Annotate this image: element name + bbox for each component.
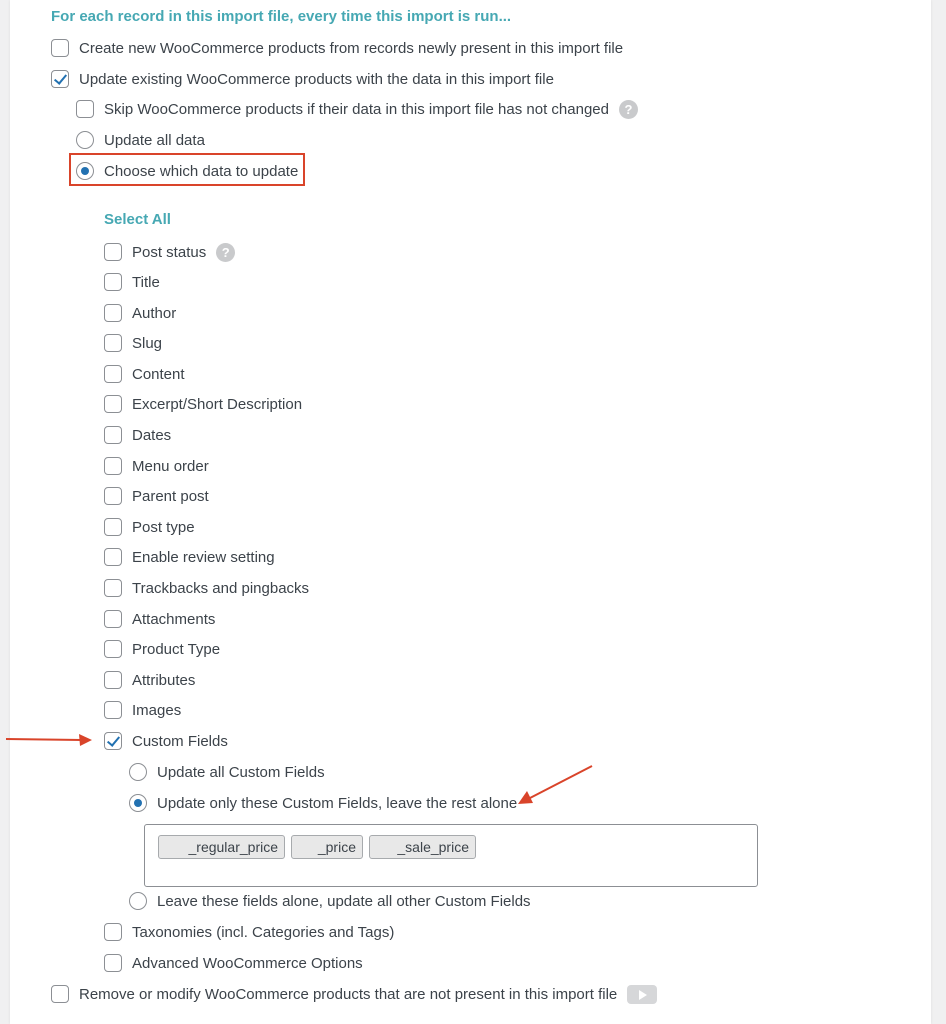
help-icon[interactable]: ? xyxy=(216,243,235,262)
field-custom-fields[interactable] xyxy=(104,731,228,751)
tag-price[interactable]: _price xyxy=(291,835,363,859)
cf-leave-alone-radio[interactable] xyxy=(129,892,147,910)
product-type-checkbox[interactable] xyxy=(104,640,122,658)
cf-leave-alone-label: Leave these fields alone, update all other Custom Fields xyxy=(157,892,531,910)
field-menu-order[interactable] xyxy=(104,456,209,476)
field-post-type[interactable] xyxy=(104,517,195,537)
field-advanced-options[interactable] xyxy=(104,953,363,973)
enable-review-checkbox[interactable] xyxy=(104,548,122,566)
field-slug[interactable] xyxy=(104,333,162,353)
update-existing-checkbox[interactable] xyxy=(51,70,69,88)
choose-data-radio[interactable] xyxy=(76,162,94,180)
cf-update-all[interactable] xyxy=(129,762,325,782)
taxonomies-checkbox[interactable] xyxy=(104,923,122,941)
field-dates[interactable] xyxy=(104,425,171,445)
option-update-all-data[interactable] xyxy=(76,130,205,150)
custom-fields-label: Custom Fields xyxy=(132,732,228,750)
tag-regular-price[interactable]: _regular_price xyxy=(158,835,285,859)
annotation-arrow-icon xyxy=(510,760,600,810)
skip-unchanged-label: Skip WooCommerce products if their data in this import file has not changed xyxy=(104,100,609,118)
title-checkbox[interactable] xyxy=(104,273,122,291)
field-trackbacks[interactable] xyxy=(104,578,309,598)
skip-unchanged-checkbox[interactable] xyxy=(76,100,94,118)
field-author[interactable] xyxy=(104,303,176,323)
advanced-options-checkbox[interactable] xyxy=(104,954,122,972)
dates-label: Dates xyxy=(132,426,172,444)
field-post-status[interactable] xyxy=(104,242,235,262)
trackbacks-label: Trackbacks and pingbacks xyxy=(132,579,310,597)
author-checkbox[interactable] xyxy=(104,304,122,322)
help-icon[interactable]: ? xyxy=(619,100,638,119)
product-type-label: Product Type xyxy=(132,640,221,658)
cf-update-all-label: Update all Custom Fields xyxy=(157,763,325,781)
content-checkbox[interactable] xyxy=(104,365,122,383)
field-attributes[interactable] xyxy=(104,670,195,690)
excerpt-label: Excerpt/Short Description xyxy=(132,395,303,413)
taxonomies-label: Taxonomies (incl. Categories and Tags) xyxy=(132,923,395,941)
attachments-checkbox[interactable] xyxy=(104,610,122,628)
create-new-label: Create new WooCommerce products from records newly present in this import file xyxy=(79,39,624,57)
option-remove-modify[interactable] xyxy=(51,984,657,1004)
cf-update-all-radio[interactable] xyxy=(129,763,147,781)
annotation-arrow-icon xyxy=(0,728,100,752)
field-parent-post[interactable] xyxy=(104,486,209,506)
slug-label: Slug xyxy=(132,334,163,352)
trackbacks-checkbox[interactable] xyxy=(104,579,122,597)
menu-order-checkbox[interactable] xyxy=(104,457,122,475)
option-skip-unchanged[interactable] xyxy=(76,99,638,119)
images-checkbox[interactable] xyxy=(104,701,122,719)
field-taxonomies[interactable] xyxy=(104,922,394,942)
option-update-existing[interactable] xyxy=(51,69,554,89)
tag-sale-price[interactable]: _sale_price xyxy=(369,835,476,859)
title-label: Title xyxy=(132,273,160,291)
custom-fields-tag-input[interactable] xyxy=(144,824,758,887)
slug-checkbox[interactable] xyxy=(104,334,122,352)
update-all-data-radio[interactable] xyxy=(76,131,94,149)
option-choose-data[interactable] xyxy=(76,161,298,181)
update-existing-label: Update existing WooCommerce products with the data in this import file xyxy=(79,70,554,88)
section-heading: For each record in this import file, every time this import is run... xyxy=(51,8,512,25)
excerpt-checkbox[interactable] xyxy=(104,395,122,413)
dates-checkbox[interactable] xyxy=(104,426,122,444)
field-content[interactable] xyxy=(104,364,185,384)
author-label: Author xyxy=(132,304,177,322)
enable-review-label: Enable review setting xyxy=(132,548,275,566)
cf-update-only[interactable] xyxy=(129,793,517,813)
field-title[interactable] xyxy=(104,272,160,292)
content-label: Content xyxy=(132,365,185,383)
menu-order-label: Menu order xyxy=(132,457,209,475)
custom-fields-checkbox[interactable] xyxy=(104,732,122,750)
remove-modify-label: Remove or modify WooCommerce products that are not present in this import file xyxy=(79,985,618,1003)
post-type-checkbox[interactable] xyxy=(104,518,122,536)
parent-post-checkbox[interactable] xyxy=(104,487,122,505)
update-all-data-label: Update all data xyxy=(104,131,205,149)
field-excerpt[interactable] xyxy=(104,394,302,414)
post-type-label: Post type xyxy=(132,518,195,536)
images-label: Images xyxy=(132,701,182,719)
field-enable-review[interactable] xyxy=(104,547,275,567)
post-status-label: Post status xyxy=(132,243,207,261)
cf-update-only-label: Update only these Custom Fields, leave the rest alone xyxy=(157,794,518,812)
cf-update-only-radio[interactable] xyxy=(129,794,147,812)
remove-modify-checkbox[interactable] xyxy=(51,985,69,1003)
parent-post-label: Parent post xyxy=(132,487,209,505)
cf-leave-alone[interactable] xyxy=(129,891,531,911)
video-play-icon[interactable] xyxy=(627,985,657,1004)
field-product-type[interactable] xyxy=(104,639,220,659)
post-status-checkbox[interactable] xyxy=(104,243,122,261)
advanced-options-label: Advanced WooCommerce Options xyxy=(132,954,363,972)
option-create-new[interactable] xyxy=(51,38,623,58)
field-attachments[interactable] xyxy=(104,609,215,629)
import-settings-panel xyxy=(10,0,931,1024)
field-images[interactable] xyxy=(104,700,181,720)
attachments-label: Attachments xyxy=(132,610,216,628)
create-new-checkbox[interactable] xyxy=(51,39,69,57)
select-all-link[interactable]: Select All xyxy=(104,211,171,228)
choose-data-label: Choose which data to update xyxy=(104,162,299,180)
attributes-checkbox[interactable] xyxy=(104,671,122,689)
attributes-label: Attributes xyxy=(132,671,196,689)
